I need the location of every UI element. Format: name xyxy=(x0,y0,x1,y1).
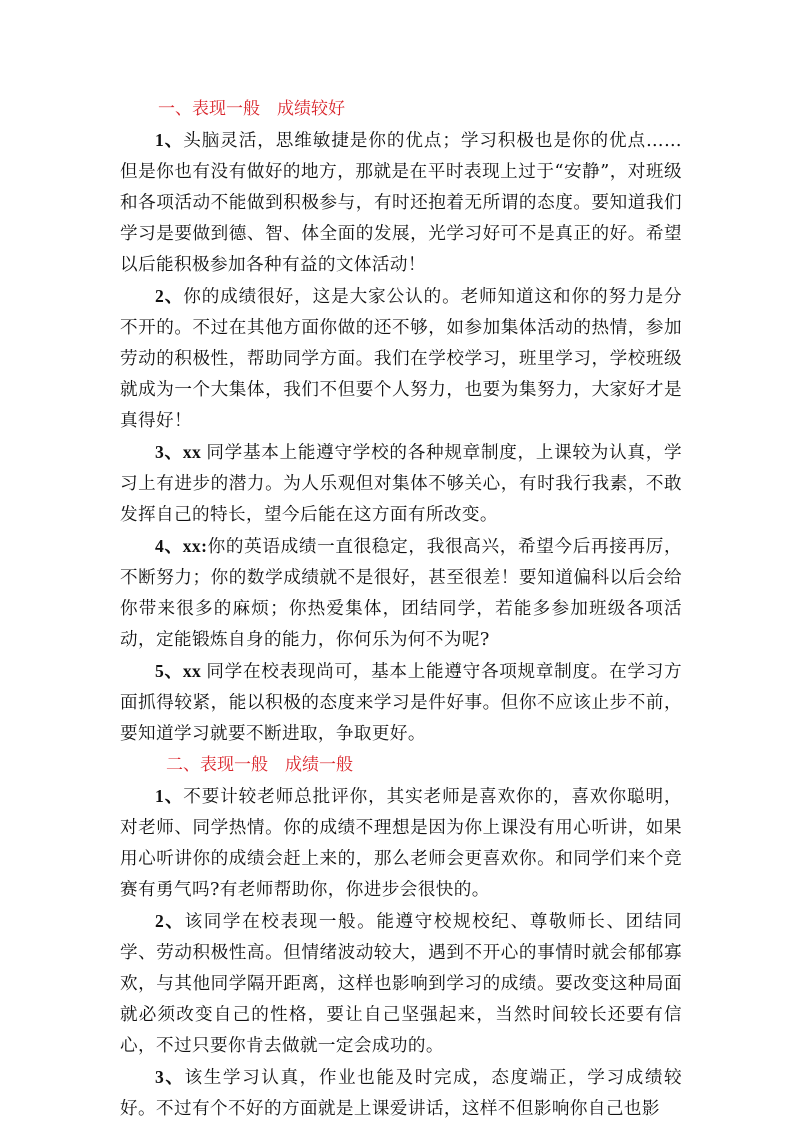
item-number: 1 xyxy=(155,130,165,150)
item-text: 该生学习认真，作业也能及时完成，态度端正，学习成绩较好。不过有个不好的方面就是上课爱讲话，这样不但影响你自己也影 xyxy=(120,1068,683,1119)
item-separator: 、xx xyxy=(164,661,207,681)
comment-paragraph xyxy=(120,125,682,281)
item-number: 2 xyxy=(155,911,165,931)
comment-paragraph xyxy=(120,1062,682,1125)
item-separator: 、 xyxy=(164,911,185,931)
comment-paragraph xyxy=(120,906,682,1062)
item-text: 你的成绩很好，这是大家公认的。老师知道这和你的努力是分不开的。不过在其他方面你做的还不够，如参加集体活动的热情，参加劳动的积极性，帮助同学方面。我们在学校学习，班里学习，学校班级就成为一个大集体，我们不但要个人努力，也要为集努力，大家好才是真得好！ xyxy=(120,287,682,431)
item-text: 该同学在校表现一般。能遵守校规校纪、尊敬师长、团结同学、劳动积极性高。但情绪波动较大，遇到不开心的事情时就会郁郁寡欢，与其他同学隔开距离，这样也影响到学习的成绩。要改变这种局面就必须改变自己的性格，要让自己坚强起来，当然时间较长还要有信心，不过只要你肯去做就一定会成功的。 xyxy=(120,912,683,1056)
item-text: 同学基本上能遵守学校的各种规章制度，上课较为认真，学习上有进步的潜力。为人乐观但对集体不够关心，有时我行我素，不敢发挥自己的特长，望今后能在这方面有所改变。 xyxy=(120,443,683,525)
item-text: 头脑灵活，思维敏捷是你的优点；学习积极也是你的优点……但是你也有没有做好的地方，那就是在平时表现上过于“安静”，对班级和各项活动不能做到积极参与，有时还抱着无所谓的态度。要知道我们学习是要做到德、智、体全面的发展，光学习好可不是真正的好。希望以后能积极参加各种有益的文体活动！ xyxy=(120,131,682,275)
item-number: 3 xyxy=(155,1067,165,1087)
section-heading-2: 二、表现一般 成绩一般 xyxy=(166,755,353,775)
comment-paragraph xyxy=(120,781,682,906)
item-separator: 、 xyxy=(164,130,184,150)
item-number: 2 xyxy=(155,286,165,306)
comment-paragraph xyxy=(120,437,682,531)
document-page xyxy=(120,94,682,1125)
item-separator: 、 xyxy=(164,1067,185,1087)
comment-paragraph xyxy=(120,281,682,437)
item-text: 不要计较老师总批评你，其实老师是喜欢你的，喜欢你聪明，对老师、同学热情。你的成绩不理想是因为你上课没有用心听讲，如果用心听讲你的成绩会赶上来的，那么老师会更喜欢你。和同学们来个竞赛有勇气吗?有老师帮助你，你进步会很快的。 xyxy=(120,787,682,900)
item-separator: 、xx xyxy=(164,442,207,462)
item-separator: 、 xyxy=(164,286,184,306)
item-separator: 、xx: xyxy=(164,536,208,556)
section-heading-1: 一、表现一般 成绩较好 xyxy=(158,99,345,119)
item-number: 5 xyxy=(155,661,165,681)
item-number: 4 xyxy=(155,536,165,556)
item-number: 3 xyxy=(155,442,165,462)
comment-paragraph xyxy=(120,656,682,750)
comment-paragraph xyxy=(120,531,682,656)
item-separator: 、 xyxy=(164,786,184,806)
item-text: 你的英语成绩一直很稳定，我很高兴，希望今后再接再厉，不断努力；你的数学成绩就不是很好，甚至很差！要知道偏科以后会给你带来很多的麻烦；你热爱集体，团结同学，若能多参加班级各项活动，定能锻炼自身的能力，你何乐为何不为呢? xyxy=(120,537,682,650)
item-text: 同学在校表现尚可，基本上能遵守各项规章制度。在学习方面抓得较紧，能以积极的态度来学习是件好事。但你不应该止步不前，要知道学习就要不断进取，争取更好。 xyxy=(120,662,683,744)
item-number: 1 xyxy=(155,786,165,806)
